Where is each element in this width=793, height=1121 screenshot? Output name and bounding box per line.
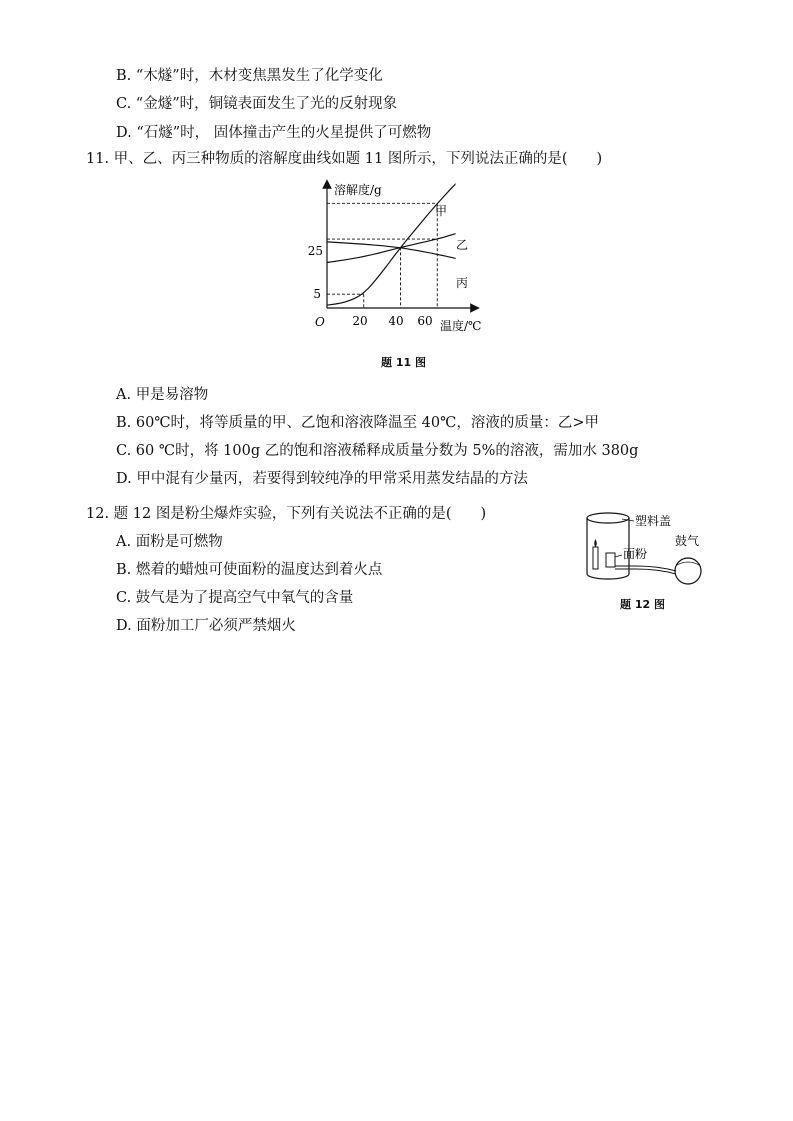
y-axis-label: 溶解度/g bbox=[334, 183, 382, 197]
y-tick-5: 5 bbox=[313, 287, 321, 301]
curve-yi bbox=[327, 234, 456, 263]
x-tick-40: 40 bbox=[388, 314, 404, 328]
dust-explosion-apparatus bbox=[578, 509, 728, 589]
q10-option-b: B. “木燧”时，木材变焦黑发生了化学变化 bbox=[116, 68, 383, 84]
guide-lines bbox=[327, 203, 437, 308]
q10-option-d: D. “石燧”时， 固体撞击产生的火星提供了可燃物 bbox=[116, 125, 432, 141]
lid-label: 塑料盖 bbox=[635, 514, 672, 528]
flour-label: 面粉 bbox=[623, 547, 648, 561]
q12-stem: 12. 题 12 图是粉尘爆炸实验，下列有关说法不正确的是( ) bbox=[86, 506, 487, 522]
figure-11-caption: 题 11 图 bbox=[381, 356, 426, 369]
container-top bbox=[587, 513, 629, 523]
q11-stem: 11. 甲、乙、丙三种物质的溶解度曲线如题 11 图所示，下列说法正确的是( ) bbox=[86, 151, 603, 167]
candle-flame bbox=[594, 539, 597, 547]
x-tick-60: 60 bbox=[417, 314, 433, 328]
blow-label: 鼓气 bbox=[675, 534, 700, 548]
x-tick-20: 20 bbox=[352, 314, 368, 328]
solubility-chart bbox=[298, 178, 498, 338]
flour-cup bbox=[606, 553, 615, 567]
q11-option-a: A. 甲是易溶物 bbox=[116, 387, 209, 403]
origin-label: O bbox=[315, 315, 325, 329]
y-tick-25: 25 bbox=[307, 244, 323, 258]
q12-option-b: B. 燃着的蜡烛可使面粉的温度达到着火点 bbox=[116, 562, 383, 578]
series-label-jia: 甲 bbox=[435, 204, 448, 218]
container-bottom bbox=[587, 574, 629, 579]
x-axis-label: 温度/℃ bbox=[440, 319, 482, 333]
series-label-bing: 丙 bbox=[456, 276, 469, 290]
q12-option-a: A. 面粉是可燃物 bbox=[116, 534, 223, 550]
q11-option-d: D. 甲中混有少量丙，若要得到较纯净的甲常采用蒸发结晶的方法 bbox=[116, 471, 528, 487]
curve-jia bbox=[327, 184, 456, 305]
figure-12-caption: 题 12 图 bbox=[620, 598, 665, 611]
curves bbox=[327, 184, 456, 305]
q11-option-c: C. 60 ℃时，将 100g 乙的饱和溶液稀释成质量分数为 5%的溶液，需加水 380g bbox=[116, 443, 639, 459]
q11-option-b: B. 60℃时，将等质量的甲、乙饱和溶液降温至 40℃，溶液的质量：乙>甲 bbox=[116, 415, 599, 431]
q12-option-d: D. 面粉加工厂必须严禁烟火 bbox=[116, 618, 296, 634]
series-label-yi: 乙 bbox=[456, 238, 469, 252]
candle bbox=[593, 547, 598, 569]
q12-option-c: C. 鼓气是为了提高空气中氧气的含量 bbox=[116, 590, 354, 606]
q10-option-c: C. “金燧”时，铜镜表面发生了光的反射现象 bbox=[116, 96, 398, 112]
